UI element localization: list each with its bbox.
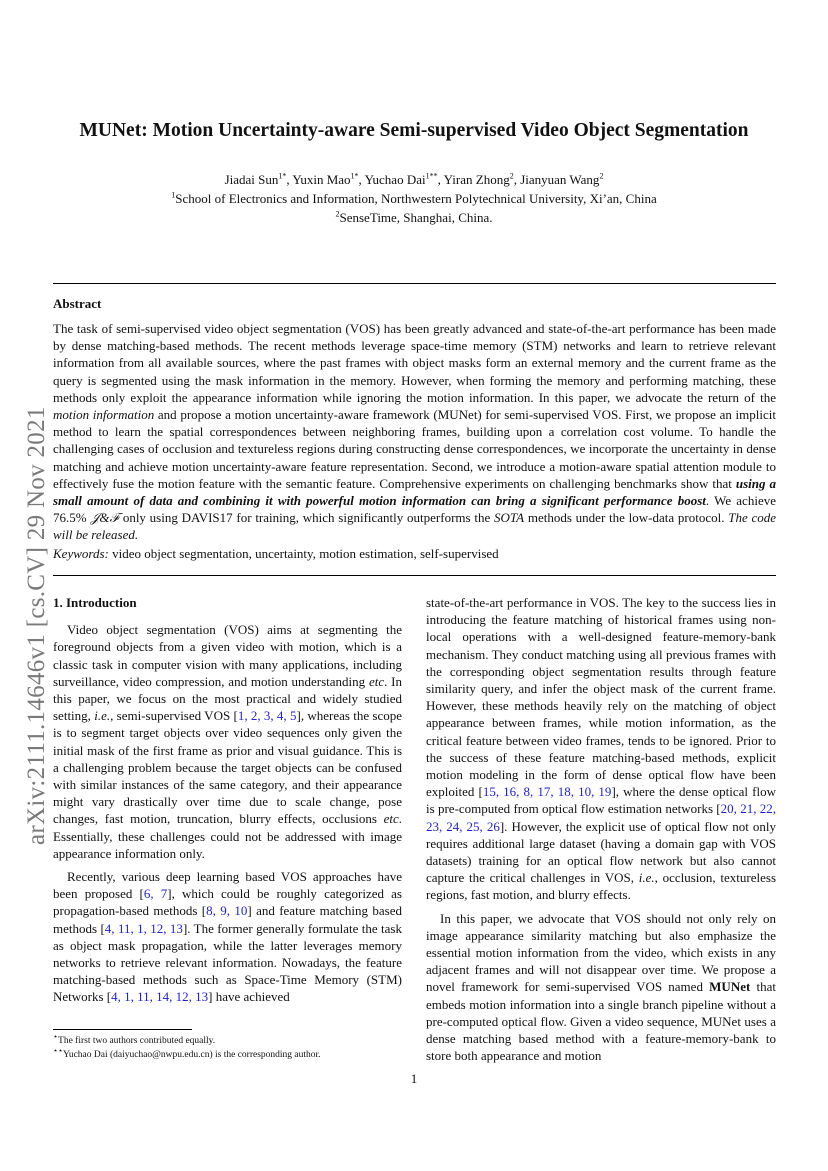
keywords (53, 546, 776, 562)
footnote-2: ⋆⋆Yuchao Dai (daiyuchao@nwpu.edu.cn) is the corresponding author. (53, 1045, 321, 1060)
intro-paragraph-2: Recently, various deep learning based VOS approaches have been proposed [6, 7], which could be roughly categorized as propagation-based methods [8, 9, 10] and feature matching based methods [4, 11, 1, 12, 13]. The former generally formulate the task as object mask propagation, while the latter leverages memory networks to retrieve relevant information. Nowadays, the feature matching-based methods such as Space-Time Memory (STM) Networks [4, 1, 11, 14, 12, 13] have achieved (53, 869, 402, 1005)
top-divider (53, 283, 776, 284)
affiliation-2: $^2$SenseTime, Shanghai, China. (335, 209, 493, 225)
citation-link[interactable]: 20, 21, 22, 23, 24, 25, 26 (426, 801, 777, 834)
author-list: Jiadai Sun$^{1*}$, Yuxin Mao$^{1*}$, Yuchao Dai$^{1**}$, Yiran Zhong$^2$, Jianyuan Wang$^2$ (224, 171, 604, 187)
intro-paragraph-3: In this paper, we advocate that VOS should not only rely on image appearance similarity matching but also emphasize the essential motion information from the video, which exists in any adjacent frames and will not disappear over time. We propose a novel framework for semi-supervised VOS named MUNet that embeds motion information into a single branch pipeline without a pre-computed optical flow. Given a video sequence, MUNet uses a dense matching based method with a feature-memory-bank to store both appearance and motion (426, 910, 777, 1064)
abstract-body: The task of semi-supervised video object segmentation (VOS) has been greatly advanced and state-of-the-art performance has been made by dense matching-based methods. The recent methods leverage space-time memory (STM) networks and learn to retrieve relevant information from all available sources, where the past frames with object masks form an external memory and the current frame as the query is segmented using the mask information in the memory. However, when forming the memory and performing matching, these methods only exploit the appearance information while ignoring the motion information. In this paper, we advocate the return of the motion information and propose a motion uncertainty-aware framework (MUNet) for semi-supervised VOS. First, we propose an implicit method to learn the spatial correspondences between neighboring frames, building upon a correlation cost volume. To handle the challenging cases of occlusion and textureless regions during constructing dense correspondences, we incorporate the uncertainty in dense matching and achieve motion uncertainty-aware feature representation. Second, we introduce a motion-aware spatial attention module to effectively fuse the motion feature with the semantic feature. Comprehensive experiments on challenging benchmarks show that using a small amount of data and combining it with powerful motion information can bring a significant performance boost. We achieve 76.5% 𝒥&ℱ only using DAVIS17 for training, which significantly outperforms the SOTA methods under the low-data protocol. The code will be released. (53, 321, 777, 543)
author-name: Yiran Zhong (443, 172, 510, 187)
author-block (40, 170, 788, 227)
author-name: Yuxin Mao (292, 172, 351, 187)
author-name: Yuchao Dai (364, 172, 426, 187)
abstract-emphasis: using a small amount of data and combining it with powerful motion information can bring a significant performance boost (53, 475, 776, 509)
citation-link[interactable]: 1, 2, 3, 4, 5 (237, 708, 297, 724)
munet-name: MUNet (709, 979, 751, 995)
author-name: Jiadai Sun (224, 172, 279, 187)
right-column (426, 594, 776, 1070)
citation-link[interactable]: 8, 9, 10 (206, 903, 248, 919)
citation-link[interactable]: 4, 1, 11, 14, 12, 13 (111, 989, 209, 1005)
arxiv-identifier-text: arXiv:2111.14646v1 [cs.CV] 29 Nov 2021 (23, 406, 50, 845)
left-column (53, 594, 402, 1012)
page-number: 1 (410, 1071, 418, 1086)
bottom-divider (53, 575, 776, 576)
author-name: Jianyuan Wang (520, 172, 600, 187)
paper-title: MUNet: Motion Uncertainty-aware Semi-supervised Video Object Segmentation (79, 120, 749, 141)
footnote-rule (53, 1029, 192, 1030)
code-note: The code will be released. (53, 510, 777, 543)
intro-paragraph-1: Video object segmentation (VOS) aims at segmenting the foreground objects from a given video with motion, which is a classic task in computer vision with many applications, including surveillance, video compression, and motion understanding etc. In this paper, we focus on the most practical and widely studied setting, i.e., semi-supervised VOS [1, 2, 3, 4, 5], whereas the scope is to segment target objects over video sequences only given the initial mask of the first frame as prior and visual guidance. This is a challenging problem because the target objects can be confused with similar instances of the same category, and their appearance might vary drastically over time due to scale change, pose changes, fast motion, truncation, blurry effects, occlusions etc. Essentially, these challenges could not be addressed with image appearance information only. (53, 622, 403, 861)
footnote-1: ⋆The first two authors contributed equally. (53, 1031, 216, 1046)
section-heading-introduction: 1. Introduction (53, 595, 137, 610)
metric-symbol: 𝒥&ℱ (90, 510, 120, 526)
abstract-heading: Abstract (53, 296, 102, 311)
citation-link[interactable]: 15, 16, 8, 17, 18, 10, 19 (482, 784, 612, 800)
citation-link[interactable]: 6, 7 (143, 886, 168, 902)
citation-link[interactable]: 4, 11, 1, 12, 13 (104, 920, 183, 936)
keywords-label: Keywords: (53, 546, 109, 561)
intro-paragraph-2-continued: state-of-the-art performance in VOS. The key to the success lies in introducing the feature matching of historical frames using non-local operations with a well-designed feature-memory-bank mechanism. They conduct matching using all previous frames with the corresponding object segmentation results through feature similarity query, and infer the object mask of the current frame. However, these methods heavily rely on the matching of object appearance between frames, while motion information, as the critical feature between video frames, tends to be ignored. Prior to the success of these feature matching-based methods, explicit motion modeling in the form of dense optical flow have been exploited [15, 16, 8, 17, 18, 10, 19], where the dense optical flow is pre-computed from optical flow estimation networks [20, 21, 22, 23, 24, 25, 26]. However, the explicit use of optical flow not only requires additional large dataset (having a domain gap with VOS datasets) training for an optical flow network but also cannot capture the critical challenges in VOS, i.e., occlusion, textureless regions, fast motion, and blurry effects. (426, 595, 777, 903)
footnotes (53, 1031, 402, 1062)
affiliation-1: $^1$School of Electronics and Information, Northwestern Polytechnical University, Xi’an, China (171, 190, 657, 206)
keywords-text: video object segmentation, uncertainty, motion estimation, self-supervised (112, 546, 499, 561)
